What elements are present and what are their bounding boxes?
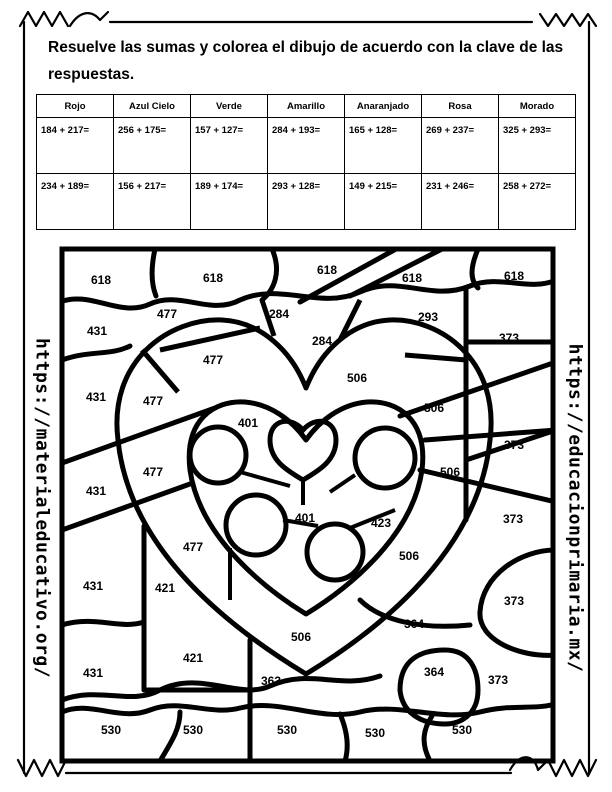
key-header-morado: Morado <box>499 95 576 118</box>
key-header-verde: Verde <box>191 95 268 118</box>
region-number: 373 <box>498 331 520 345</box>
instructions: Resuelve las sumas y colorea el dibujo de acuerdo con la clave de las respuestas. <box>48 39 564 83</box>
region-number: 284 <box>311 334 333 348</box>
region-number: 364 <box>403 617 425 631</box>
region-number: 477 <box>156 307 178 321</box>
region-number: 401 <box>237 416 259 430</box>
left-side-url: https://materialeducativo.org/ <box>31 337 53 679</box>
region-number: 373 <box>503 438 525 452</box>
key-cell: 269 + 237= <box>422 118 499 174</box>
key-cell: 184 + 217= <box>37 118 114 174</box>
region-number: 373 <box>502 512 524 526</box>
region-number: 431 <box>85 484 107 498</box>
key-cell: 258 + 272= <box>499 174 576 230</box>
region-number: 530 <box>364 726 386 740</box>
key-cell: 157 + 127= <box>191 118 268 174</box>
region-number: 293 <box>417 310 439 324</box>
key-cell: 231 + 246= <box>422 174 499 230</box>
region-number: 618 <box>90 273 112 287</box>
key-cell: 156 + 217= <box>114 174 191 230</box>
region-number: 530 <box>276 723 298 737</box>
region-number: 423 <box>370 516 392 530</box>
region-number: 431 <box>82 579 104 593</box>
region-number: 530 <box>451 723 473 737</box>
region-number: 431 <box>85 390 107 404</box>
region-number: 618 <box>401 271 423 285</box>
right-side-url: https://educacionprimaria.mx/ <box>564 343 586 673</box>
key-header-amarillo: Amarillo <box>268 95 345 118</box>
region-number: 477 <box>202 353 224 367</box>
region-number: 373 <box>487 673 509 687</box>
region-number: 421 <box>154 581 176 595</box>
region-number: 363 <box>260 674 282 688</box>
region-number: 618 <box>316 263 338 277</box>
region-number: 506 <box>346 371 368 385</box>
region-number: 530 <box>100 723 122 737</box>
key-header-anaranjado: Anaranjado <box>345 95 422 118</box>
region-number: 618 <box>202 271 224 285</box>
region-number: 431 <box>86 324 108 338</box>
key-cell: 325 + 293= <box>499 118 576 174</box>
region-number: 530 <box>182 723 204 737</box>
key-cell: 165 + 128= <box>345 118 422 174</box>
key-cell: 149 + 215= <box>345 174 422 230</box>
key-cell: 284 + 193= <box>268 118 345 174</box>
key-header-azul-cielo: Azul Cielo <box>114 95 191 118</box>
region-number: 284 <box>268 307 290 321</box>
key-header-rosa: Rosa <box>422 95 499 118</box>
key-cell: 189 + 174= <box>191 174 268 230</box>
region-number: 506 <box>423 401 445 415</box>
region-number: 477 <box>142 394 164 408</box>
region-number: 506 <box>398 549 420 563</box>
region-number: 506 <box>290 630 312 644</box>
region-number: 506 <box>439 465 461 479</box>
key-cell: 234 + 189= <box>37 174 114 230</box>
key-cell: 293 + 128= <box>268 174 345 230</box>
region-number: 477 <box>142 465 164 479</box>
region-number: 401 <box>294 511 316 525</box>
region-number: 364 <box>423 665 445 679</box>
region-number: 373 <box>503 594 525 608</box>
key-header-rojo: Rojo <box>37 95 114 118</box>
region-number: 421 <box>182 651 204 665</box>
key-cell: 256 + 175= <box>114 118 191 174</box>
region-number: 431 <box>82 666 104 680</box>
region-number: 477 <box>182 540 204 554</box>
region-number: 618 <box>503 269 525 283</box>
